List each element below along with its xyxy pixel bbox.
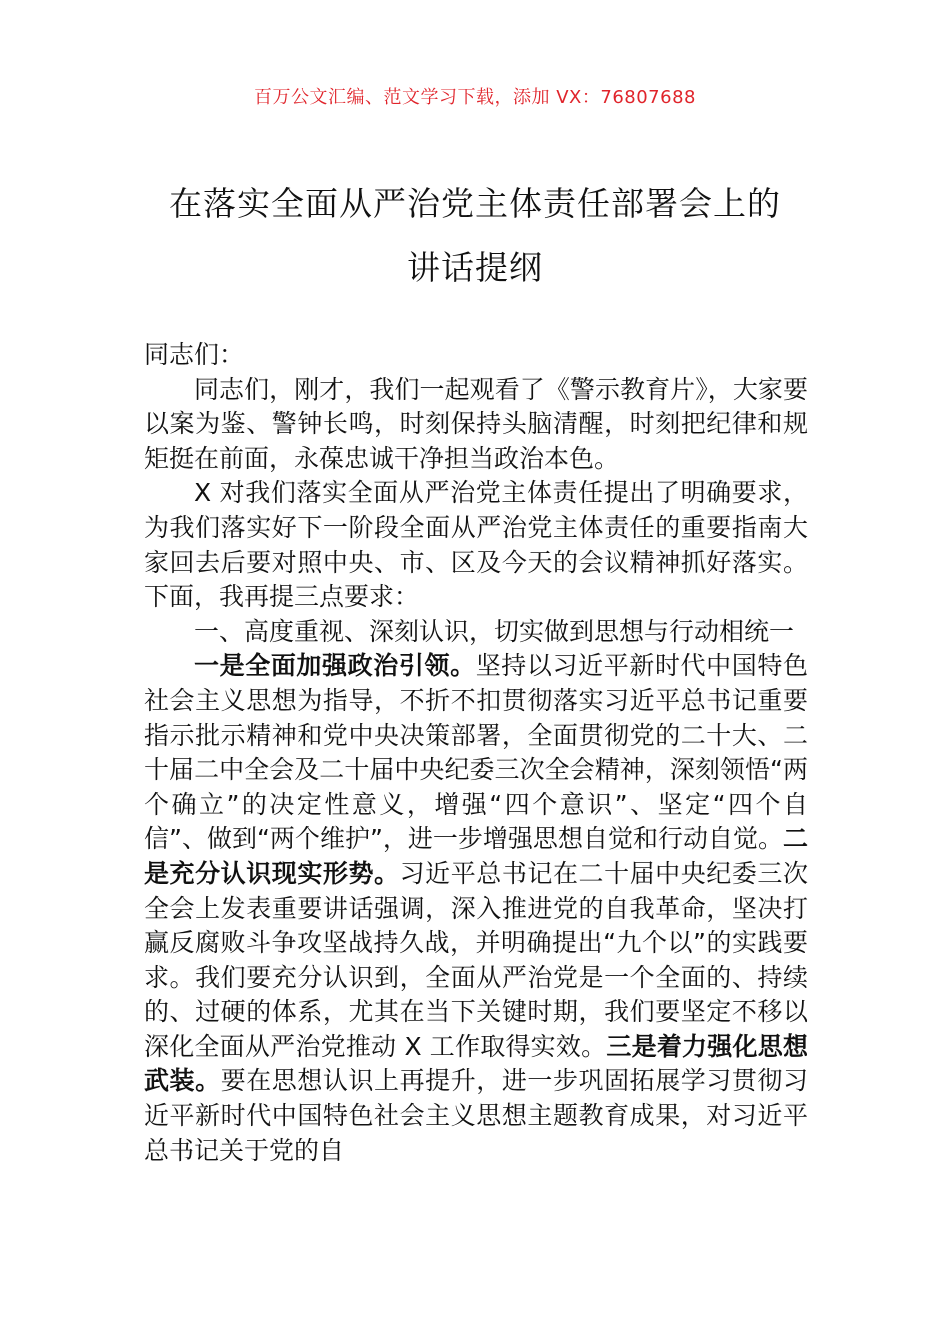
title-line-2: 讲话提纲: [407, 248, 543, 287]
paragraph-2: X 对我们落实全面从严治党主体责任提出了明确要求，为我们落实好下一阶段全面从严治党主体责任的重要指南大家回去后要对照中央、市、区及今天的会议精神抓好落实。下面，我再提三点要求：: [144, 478, 808, 612]
point-3-title: 三是着力强化思想武装。: [144, 1031, 808, 1096]
header-watermark-note: 百万公文汇编、范文学习下载，添加 VX：76807688: [254, 87, 696, 108]
point-2-title: 二是充分认识现实形势。: [144, 824, 808, 888]
title-line-1: 在落实全面从严治党主体责任部署会上的: [169, 184, 781, 223]
section-1-heading: 一、高度重视、深刻认识，切实做到思想与行动相统一: [194, 616, 795, 646]
document-title: [120, 172, 830, 300]
paragraph-1: 同志们，刚才，我们一起观看了《警示教育片》，大家要以案为鉴、警钟长鸣，时刻保持头脑清醒，时刻把纪律和规矩挺在前面，永葆忠诚干净担当政治本色。: [144, 374, 808, 473]
point-1-title: 一是全面加强政治引领。: [194, 651, 476, 681]
point-3-text: 要在思想认识上再提升，进一步巩固拓展学习贯彻习近平新时代中国特色社会主义思想主题教育成果，对习近平总书记关于党的自: [144, 1066, 808, 1165]
salutation: 同志们：: [144, 340, 245, 369]
point-1-text: 坚持以习近平新时代中国特色社会主义思想为指导，不折不扣贯彻落实习近平总书记重要指示批示精神和党中央决策部署，全面贯彻党的二十大、二十届二中全会及二十届中央纪委三次全会精神，深刻领悟“两个确立”的决定性意义，增强“四个意识”、坚定“四个自信”、做到“两个维护”，进一步增强思想自觉和行动自觉。: [144, 651, 808, 854]
document-body: [144, 338, 808, 1168]
points-paragraph: [144, 649, 808, 1168]
point-2-text: 习近平总书记在二十届中央纪委三次全会上发表重要讲话强调，深入推进党的自我革命，坚决打赢反腐败斗争攻坚战持久战，并明确提出“九个以”的实践要求。我们要充分认识到，全面从严治党是一个全面的、持续的、过硬的体系，尤其在当下关键时期，我们要坚定不移以深化全面从严治党推动 X 工作取得实效。: [144, 858, 808, 1061]
